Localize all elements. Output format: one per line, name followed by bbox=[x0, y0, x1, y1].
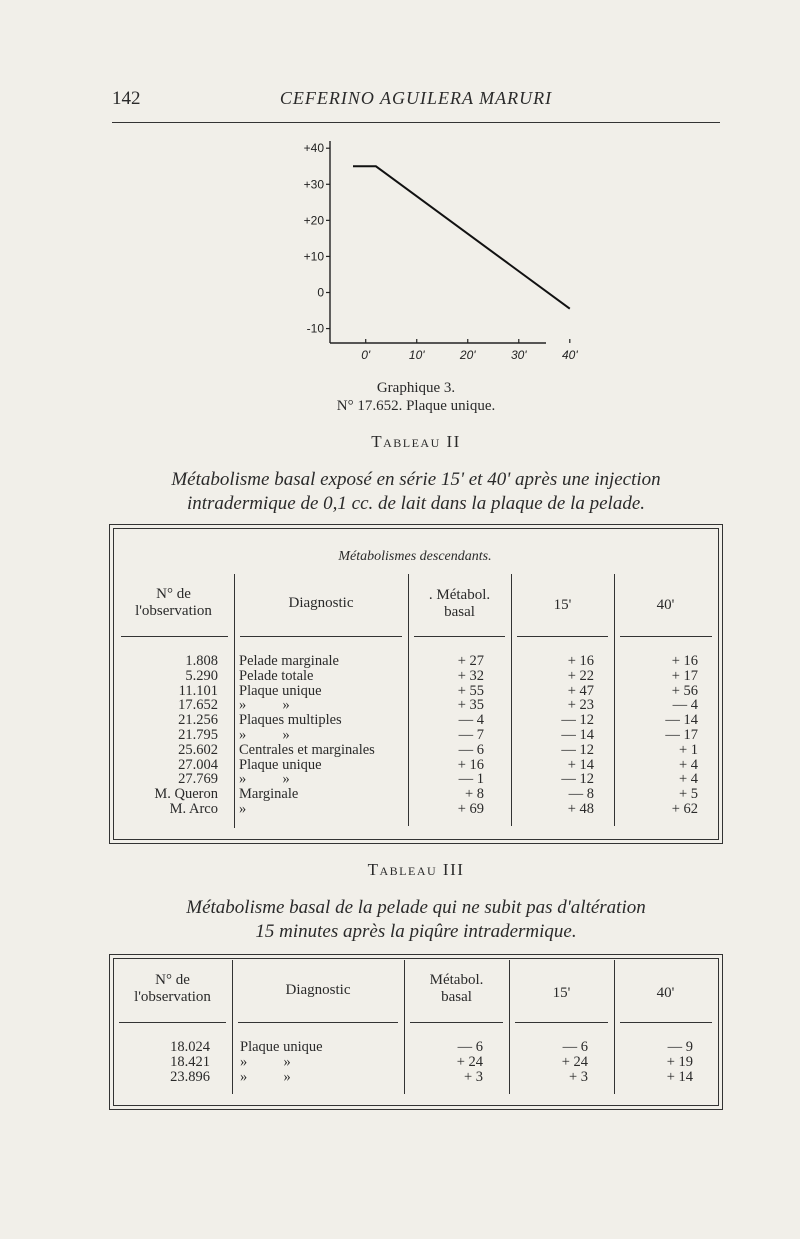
basal-cell: + 24 bbox=[456, 1053, 483, 1070]
column-observation bbox=[130, 1040, 210, 1084]
column-basal bbox=[420, 654, 484, 817]
col-sep bbox=[509, 960, 510, 1094]
value-15min-cell: + 14 bbox=[567, 756, 594, 773]
diagnostic-cell: Plaque unique bbox=[240, 1039, 323, 1055]
diagnostic-cell: » » bbox=[240, 1068, 291, 1085]
value-15min-cell: + 3 bbox=[568, 1068, 588, 1085]
column-diagnostic bbox=[240, 1040, 400, 1084]
value-40min-cell: + 62 bbox=[671, 800, 698, 817]
basal-cell: + 35 bbox=[457, 697, 484, 714]
running-head: CEFERINO AGUILERA MARURI bbox=[279, 88, 553, 108]
column-basal bbox=[425, 1040, 483, 1084]
header-diagnostic: Diagnostic bbox=[288, 595, 354, 611]
observation-cell: 18.421 bbox=[170, 1053, 210, 1070]
header-observation bbox=[113, 586, 234, 620]
header-40min: 40' bbox=[656, 985, 675, 1001]
table-2-title: Tableau II bbox=[371, 432, 461, 451]
value-40min-cell: + 56 bbox=[671, 682, 698, 699]
diagnostic-cell: » » bbox=[239, 726, 290, 743]
value-15min-cell: + 48 bbox=[567, 800, 594, 817]
y-tick-label: +40 bbox=[303, 141, 324, 156]
value-15min-cell: + 16 bbox=[567, 653, 594, 669]
table-2-subtitle: Métabolismes descendants. bbox=[338, 549, 492, 564]
diagnostic-cell: Plaque unique bbox=[239, 756, 322, 773]
basal-cell: + 27 bbox=[457, 653, 484, 669]
basal-cell: — 7 bbox=[458, 726, 484, 743]
header-40min: 40' bbox=[656, 597, 675, 613]
column-observation bbox=[120, 654, 218, 817]
value-40min-cell: + 4 bbox=[678, 771, 698, 788]
y-tick-label: -10 bbox=[306, 321, 324, 336]
value-15min-cell: — 8 bbox=[568, 786, 594, 803]
col-sep bbox=[232, 960, 233, 1094]
series-line bbox=[353, 166, 570, 308]
header-basal bbox=[404, 972, 509, 1006]
header-basal-line2: basal bbox=[441, 989, 472, 1005]
x-tick-label: 20' bbox=[459, 348, 476, 362]
diagnostic-cell: Pelade marginale bbox=[239, 653, 339, 669]
header-rule bbox=[410, 1022, 503, 1023]
diagnostic-cell: Plaques multiples bbox=[239, 712, 342, 729]
header-rule bbox=[240, 636, 402, 637]
basal-cell: + 3 bbox=[463, 1068, 483, 1085]
header-observation-line1: N° de bbox=[155, 972, 190, 988]
header-rule bbox=[112, 122, 720, 123]
observation-cell: 1.808 bbox=[185, 653, 218, 669]
observation-cell: 25.602 bbox=[178, 741, 218, 758]
y-tick-label: +20 bbox=[303, 213, 324, 228]
value-40min-cell: — 4 bbox=[672, 697, 698, 714]
basal-cell: + 8 bbox=[464, 786, 484, 803]
x-tick-label: 40' bbox=[561, 348, 578, 362]
observation-cell: 27.004 bbox=[178, 756, 218, 773]
observation-cell: 23.896 bbox=[170, 1068, 210, 1085]
header-15min: 15' bbox=[553, 597, 572, 613]
header-diagnostic: Diagnostic bbox=[285, 982, 351, 998]
header-basal-line1: . Métabol. bbox=[428, 587, 491, 603]
value-40min-cell: + 14 bbox=[666, 1068, 693, 1085]
observation-cell: M. Arco bbox=[169, 800, 218, 817]
table-3-title: Tableau III bbox=[367, 860, 465, 879]
column-40min bbox=[635, 1040, 693, 1084]
observation-cell: 27.769 bbox=[178, 771, 218, 788]
basal-cell: + 69 bbox=[457, 800, 484, 817]
column-40min bbox=[634, 654, 698, 817]
table-2-description-line2: intradermique de 0,1 cc. de lait dans la plaque de la pelade. bbox=[186, 493, 646, 514]
basal-cell: — 1 bbox=[458, 771, 484, 788]
diagnostic-cell: Marginale bbox=[239, 786, 299, 803]
value-40min-cell: + 4 bbox=[678, 756, 698, 773]
header-rule bbox=[238, 1022, 398, 1023]
value-15min-cell: — 12 bbox=[561, 712, 594, 729]
y-tick-label: 0 bbox=[317, 285, 324, 300]
basal-cell: — 6 bbox=[457, 1039, 483, 1055]
table-3-description-line2: 15 minutes après la piqûre intradermique. bbox=[255, 921, 577, 942]
basal-cell: + 32 bbox=[457, 667, 484, 684]
value-40min-cell: + 19 bbox=[666, 1053, 693, 1070]
value-40min-cell: — 17 bbox=[665, 726, 698, 743]
column-diagnostic bbox=[239, 654, 407, 817]
graph-caption-subtitle: N° 17.652. Plaque unique. bbox=[336, 398, 496, 414]
header-rule bbox=[515, 1022, 608, 1023]
value-40min-cell: + 1 bbox=[678, 741, 698, 758]
basal-cell: + 16 bbox=[457, 756, 484, 773]
header-basal-line2: basal bbox=[444, 604, 475, 620]
value-40min-cell: + 17 bbox=[671, 667, 698, 684]
basal-cell: — 6 bbox=[458, 741, 484, 758]
value-15min-cell: + 22 bbox=[567, 667, 594, 684]
page-header bbox=[112, 88, 720, 118]
header-rule bbox=[119, 1022, 226, 1023]
header-rule bbox=[414, 636, 505, 637]
diagnostic-cell: » » bbox=[239, 771, 290, 788]
graph-caption-title: Graphique 3. bbox=[376, 380, 456, 396]
header-rule bbox=[517, 636, 608, 637]
col-sep bbox=[234, 574, 235, 828]
diagnostic-cell: » » bbox=[239, 697, 290, 714]
y-tick-label: +10 bbox=[303, 249, 324, 264]
value-15min-cell: + 47 bbox=[567, 682, 594, 699]
value-40min-cell: — 14 bbox=[665, 712, 698, 729]
diagnostic-cell: Plaque unique bbox=[239, 682, 322, 699]
header-basal bbox=[408, 587, 511, 621]
value-15min-cell: — 12 bbox=[561, 741, 594, 758]
header-rule bbox=[620, 636, 712, 637]
x-tick-label: 30' bbox=[510, 348, 527, 362]
graph-3-chart bbox=[240, 128, 580, 378]
value-15min-cell: — 6 bbox=[562, 1039, 588, 1055]
value-40min-cell: + 5 bbox=[678, 786, 698, 803]
value-40min-cell: + 16 bbox=[671, 653, 698, 669]
header-rule bbox=[121, 636, 228, 637]
x-tick-label: 10' bbox=[408, 348, 425, 362]
column-15min bbox=[530, 654, 594, 817]
value-40min-cell: — 9 bbox=[667, 1039, 693, 1055]
diagnostic-cell: » bbox=[239, 800, 247, 817]
header-rule bbox=[620, 1022, 712, 1023]
observation-cell: 18.024 bbox=[170, 1039, 210, 1055]
observation-cell: 5.290 bbox=[185, 667, 218, 684]
column-15min bbox=[530, 1040, 588, 1084]
observation-cell: 11.101 bbox=[178, 682, 218, 699]
value-15min-cell: + 23 bbox=[567, 697, 594, 714]
diagnostic-cell: » » bbox=[240, 1053, 291, 1070]
header-basal-line1: Métabol. bbox=[429, 972, 484, 988]
diagnostic-cell: Pelade totale bbox=[239, 667, 314, 684]
basal-cell: — 4 bbox=[458, 712, 484, 729]
header-observation-line2: l'observation bbox=[134, 989, 211, 1005]
table-3-description-line1: Métabolisme basal de la pelade qui ne subit pas d'altération bbox=[186, 897, 646, 918]
table-2-description-line1: Métabolisme basal exposé en série 15' et 40' après une injection bbox=[171, 469, 661, 490]
y-tick-label: +30 bbox=[303, 177, 324, 192]
header-observation bbox=[113, 972, 232, 1006]
header-observation-line2: l'observation bbox=[135, 603, 212, 619]
x-tick-label: 0' bbox=[361, 348, 371, 362]
value-15min-cell: — 12 bbox=[561, 771, 594, 788]
value-15min-cell: — 14 bbox=[561, 726, 594, 743]
basal-cell: + 55 bbox=[457, 682, 484, 699]
diagnostic-cell: Centrales et marginales bbox=[239, 741, 375, 758]
header-observation-line1: N° de bbox=[156, 586, 191, 602]
observation-cell: 21.256 bbox=[178, 712, 218, 729]
observation-cell: 21.795 bbox=[178, 726, 218, 743]
page-number: 142 bbox=[112, 88, 141, 109]
header-15min: 15' bbox=[552, 985, 571, 1001]
observation-cell: 17.652 bbox=[178, 697, 218, 714]
col-sep bbox=[614, 960, 615, 1094]
value-15min-cell: + 24 bbox=[561, 1053, 588, 1070]
observation-cell: M. Queron bbox=[154, 786, 218, 803]
